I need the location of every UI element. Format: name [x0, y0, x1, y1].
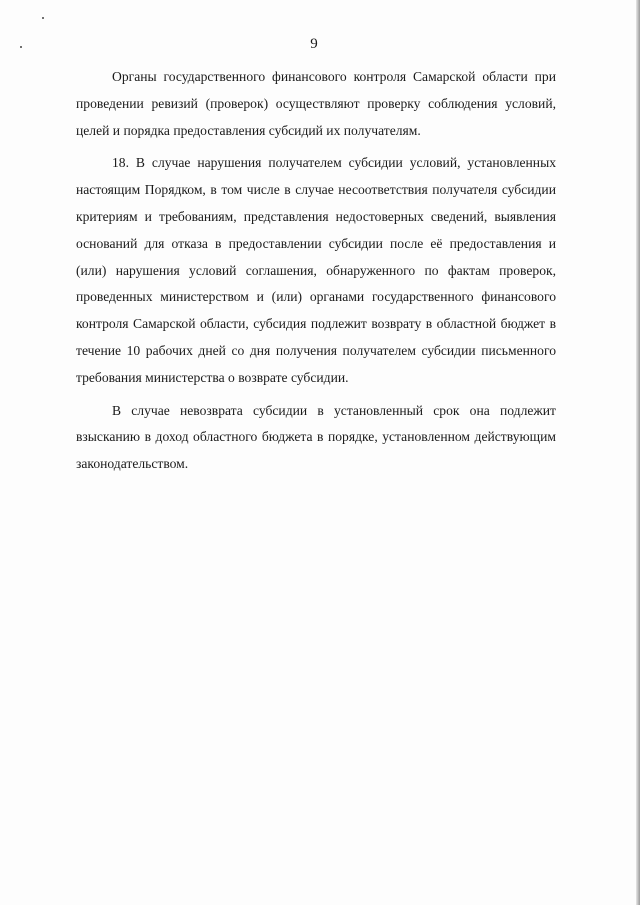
paragraph-non-return: В случае невозврата субсидии в установленный срок она подлежит взысканию в доход областного бюджета в порядке, установленном действующим законодательством.: [76, 402, 556, 472]
paragraph-18-refund: 18. В случае нарушения получателем субсидии условий, установленных настоящим Порядком, в том числе в случае несоответствия получателя субсидии критериям и требованиям, представления недостоверных сведений, выявления оснований для отказа в предоставлении субсидии после её предоставления и (или) нарушения условий соглашения, обнаруженного по фактам проверок, проведенных министерством и (или) органами государственного финансового контроля Самарской области, субсидия подлежит возврату в областной бюджет в течение 10 рабочих дней со дня получения получателем субсидии письменного требования министерства о возврате субсидии.: [76, 155, 556, 385]
page-number: 9: [310, 36, 318, 52]
scan-edge-shadow: [636, 0, 640, 905]
document-body: [76, 64, 556, 484]
paragraph-audit-bodies: Органы государственного финансового контроля Самарской области при проведении ревизий (проверок) осуществляют проверку соблюдения условий, целей и порядка предоставления субсидий их получателям.: [76, 69, 556, 138]
scan-speck: [42, 17, 44, 19]
